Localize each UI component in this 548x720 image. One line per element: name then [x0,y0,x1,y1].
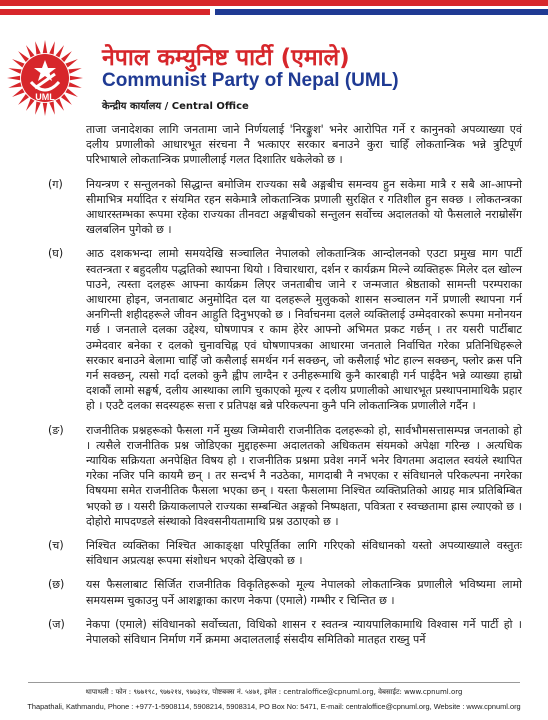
top-color-band [0,0,548,16]
sun-ray [70,76,83,80]
logo-text: UML [35,92,55,102]
office-label: केन्द्रीय कार्यालय / Central Office [102,101,249,112]
item-text: नेकपा (एमाले) संविधानको सर्वोच्चता, विधिको शासन र स्वतन्त्र न्यायपालिकामाथि विश्वास गर्ने पार्टी हो । नेपालको संविधान निर्माण गर्ने क्रममा अदालतलाई संसदीय समितिको मातहत राख्नु पर्ने [86,617,522,647]
sun-ray [56,98,64,110]
sun-ray [35,101,41,114]
intro-paragraph: ताजा जनादेशका लागि जनतामा जाने निर्णयलाई 'निरङ्कुश' भनेर आरोपित गर्ने र कानुनको अपव्याख्या एवं दलीय प्रणालीको आधारभूत संरचना नै भत्काएर सरकार बनाउने कुरा चाहिँ लोकतान्त्रिक भन्ने त्रुटिपूर्ण परिभाषाले लोकतान्त्रिक प्रणालीलाई गलत दिशातिर धकेलेको छ । [86,123,522,167]
footer-divider [28,682,520,683]
sun-ray [26,45,34,57]
hammer-sickle-star-logo [5,38,85,118]
item-marker: (ग) [48,177,63,191]
top-red-stripe [0,0,548,6]
sun-ray [56,45,64,57]
list-item [48,538,522,568]
item-text: राजनीतिक प्रश्नहरूको फैसला गर्ने मुख्य जिम्मेवारी राजनीतिक दलहरूको हो, सार्वभौमसत्तासम्पन्न जनताको हो । त्यसैले राजनीतिक प्रश्न जोडिएका मुद्दाहरूमा अदालतको अधिकतम संयमको अपेक्षा गरिन्छ । अत्यधिक न्यायिक सक्रियता अनपेक्षित विषय हो । राजनीतिक प्रश्नमा प्रवेश नगर्ने भनेर विगतमा अदालत स्वयंले स्थापित गरेका नजिर पनि कायमै छन् । तर सन्दर्भ नै नउठेका, मागदाबी नै नभएका र संविधानले परिकल्पना नगरेका विषयमा समेत राजनीतिक फैसला भएका छन् । यस्ता फैसलामा निश्चित व्यक्तिप्रतिको आग्रह मात्र प्रतिबिम्बित भएको छ । यसरी क्रियाकलापले राज्यका सम्बन्धित अङ्गको निष्पक्षता, पवित्रता र स्वच्छतामा ह्रास ल्याएको छ । दोहोरो मापदण्डले संस्थाको विश्वसनीयतामाथि प्रश्न उठाएको छ । [86,423,522,528]
list-item [48,423,522,529]
list-item [48,246,522,413]
sun-ray [8,82,21,88]
top-blue-stripe [215,9,548,15]
top-red-stripe-short [0,9,210,15]
item-text: आठ दशकभन्दा लामो समयदेखि सञ्चालित नेपालको लोकतान्त्रिक आन्दोलनको एउटा प्रमुख माग पार्टी स्वतन्त्रता र बहुदलीय पद्धतिको स्थापना थियो । विचारधारा, दर्शन र कार्यक्रम मिल्ने व्यक्तिहरू मिलेर दल खोल्न पाउने, त्यस्ता दलहरू आफ्ना कार्यक्रम लिएर जनताबीच जाने र जन्मजात श्रेष्ठताको सामन्ती परम्पराका आधारमा होइन, जनताबाट अनुमोदित दल या दलहरूले मुलुकको शासन सञ्चालन गर्ने प्रणाली स्थापना गर्न अनगिन्ती शहीदहरूले जीवन आहुति दिनुभएको छ । निर्वाचनमा दलले व्यक्तिलाई उम्मेदवारको रूपमा मनोनयन गर्छ । जनताले दलका उद्देश्य, घोषणापत्र र काम हेरेर आफ्नो अभिमत प्रकट गर्छन् । तर यसरी पार्टीबाट उम्मेदवार बनेका र दलको चुनावचिह्न एवं घोषणापत्रका आधारमा जनताले निर्वाचित गरेका प्रतिनिधिहरूले सरकार बनाउने बेलामा चाहिँ जो कसैलाई समर्थन गर्न सक्छन्, जो कसैलाई भोट हाल्न सक्छन्, फ्लोर क्रस पनि गर्न सक्छन्, त्यसो गर्दा दलको कुनै ह्वीप लाग्दैन र उनीहरूमाथि कुनै कारबाही गर्न पाईदैन भन्ने व्याख्या हाम्रो दशकौं लामो सङ्घर्ष, दलीय आस्थाका लागि चुकाएको मूल्य र दलीय प्रणालीको आधारभूत प्रस्थापनामाथिकै प्रहार हो । एउटै दलका सदस्यहरू सत्ता र प्रतिपक्ष बन्ने परिकल्पना कुनै पनि लोकतान्त्रिक प्रणालीले गर्दैन । [86,247,522,413]
sun-ray [26,98,34,110]
item-marker: (ज) [48,617,65,631]
sun-ray [68,82,81,88]
sun-ray [12,59,24,67]
item-marker: (ङ) [48,423,64,437]
item-text: यस फैसलाबाट सिर्जित राजनीतिक विकृतिहरूको मूल्य नेपालको लोकतान्त्रिक प्रणालीले भविष्यमा लामो समयसम्म चुकाउनु पर्ने आशङ्काका कारण नेकपा (एमाले) गम्भीर र चिन्तित छ । [86,578,522,607]
sun-ray [18,51,29,62]
sun-ray [49,41,55,54]
sun-ray [43,40,47,53]
sun-ray [35,41,41,54]
sun-ray [65,59,77,67]
sun-ray [7,76,20,80]
sun-ray [68,68,81,74]
list-item [48,177,522,238]
sun-ray [18,94,29,105]
item-text: नियन्त्रण र सन्तुलनको सिद्धान्त बमोजिम राज्यका सबै अङ्गबीच समन्वय हुन सकेमा मात्रै र सबै आ-आफ्नो सीमाभित्र मर्यादित र संयमित रहन सकेमात्रै लोकतान्त्रिक प्रणाली सुरक्षित र गतिशील हुन सक्छ । लोकतन्त्रका आधारस्तम्भका रूपमा रहेका राज्यका तीनवटा अङ्गबीचको सन्तुलन सर्वोच्च अदालतको यो फैसलाले नराम्रोसँग खलबलिन पुगेको छ । [86,177,522,237]
sun-ray [43,103,47,116]
item-text: निश्चित व्यक्तिका निश्चित आकाङ्क्षा परिपूर्तिका लागि गरिएको संविधानको यस्तो अपव्याख्याले वस्तुतः संविधान अप्रत्यक्ष रूपमा संशोधन भएको देखिएको छ । [86,539,522,568]
item-marker: (घ) [48,247,64,261]
document-body [48,122,522,647]
list-item [48,617,522,647]
sun-ray [61,51,72,62]
sun-ray [49,101,55,114]
item-marker: (च) [48,539,64,553]
item-marker: (छ) [48,578,65,592]
sun-ray [12,89,24,97]
party-title-nepali: नेपाल कम्युनिष्ट पार्टी (एमाले) [102,45,350,71]
sun-ray [65,89,77,97]
party-title-english: Communist Party of Nepal (UML) [102,70,399,91]
sun-ray [8,68,21,74]
sun-ray [61,94,72,105]
footer-address-nepali: थापाथली : फोन : ९७७१९८, ९७७२१४, ९७७३१४, पोष्टबक्स नं. ५४७१, इमेल : centraloffice@cpnuml.org, वेबसाईट: www.cpnuml.org [85,688,463,696]
footer-address-english: Thapathali, Kathmandu, Phone : +977-1-5908114, 5908214, 5908314, PO Box No: 5471, E-mail: centraloffice@cpnuml.org, Website : www.cpnuml.org [27,702,521,711]
list-item [48,577,522,607]
